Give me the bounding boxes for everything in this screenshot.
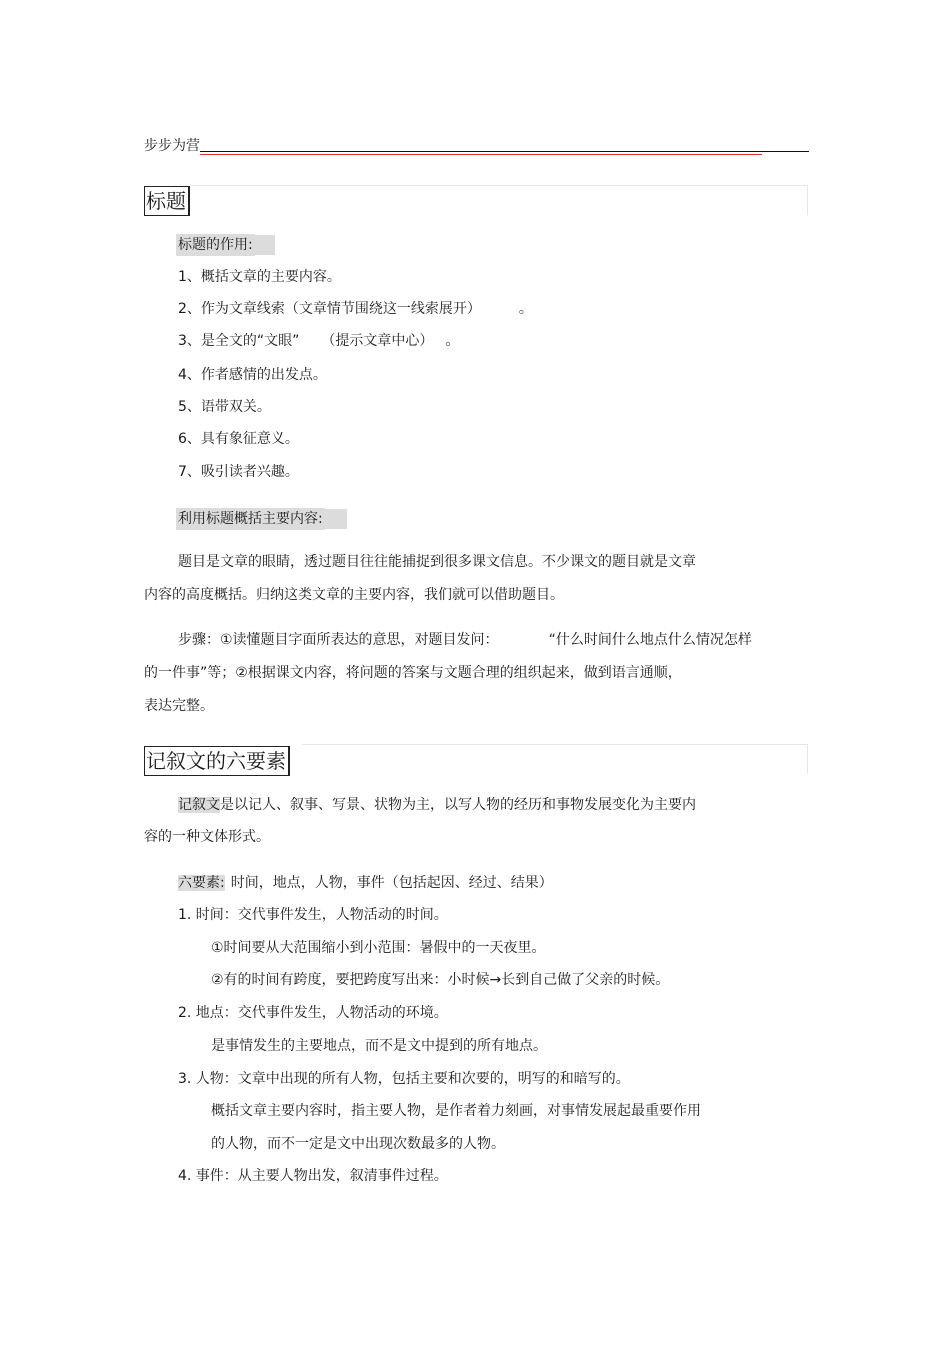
- list-item-mid: （提示文章中心）: [321, 333, 434, 349]
- six-elements-line: [178, 873, 553, 893]
- list-item: 5、语带双关。: [178, 399, 271, 415]
- section-divider-tick: [807, 744, 808, 774]
- list-item: 4. 事件：从主要人物出发，叙清事件过程。: [178, 1168, 448, 1184]
- header-text: 步步为营: [144, 138, 200, 154]
- list-item: 1、概括文章的主要内容。: [178, 269, 341, 285]
- list-item: 7、吸引读者兴趣。: [178, 464, 299, 480]
- role-label-text: 标题的作用:: [176, 234, 255, 256]
- paragraph-line: 题目是文章的眼睛，透过题目往往能捕捉到很多课文信息。不少课文的题目就是文章: [178, 554, 696, 570]
- steps-text-a: 步骤：①读懂题目字面所表达的意思，对题目发问：: [178, 632, 499, 648]
- list-item: ②有的时间有跨度，要把跨度写出来：小时候→长到自己做了父亲的时候。: [211, 972, 670, 988]
- summary-label-text: 利用标题概括主要内容:: [176, 508, 325, 530]
- section-divider: [302, 744, 807, 745]
- list-item: 是事情发生的主要地点，而不是文中提到的所有地点。: [211, 1038, 547, 1054]
- list-item: 4、作者感情的出发点。: [178, 367, 327, 383]
- list-item: [178, 299, 533, 319]
- list-item: 1. 时间：交代事件发生，人物活动的时间。: [178, 907, 448, 923]
- section-divider-tick: [807, 185, 808, 215]
- steps-text-b: “什么时间什么地点什么情况怎样: [548, 632, 752, 648]
- list-item: 2. 地点：交代事件发生，人物活动的环境。: [178, 1005, 448, 1021]
- paragraph-line: [178, 630, 752, 650]
- paragraph-line: 容的一种文体形式。: [144, 829, 270, 845]
- list-item-text: 2、作为文章线索（文章情节围绕这一线索展开）: [178, 301, 481, 317]
- list-item: [178, 331, 459, 351]
- list-item: ①时间要从大范围缩小到小范围：暑假中的一天夜里。: [211, 940, 546, 956]
- paragraph-line: [178, 795, 696, 815]
- def-text: 是以记人、叙事、写景、状物为主，以写人物的经历和事物发展变化为主要内: [220, 797, 696, 813]
- section-heading-narrative: 记叙文的六要素: [144, 746, 290, 776]
- list-item: 3. 人物：文章中出现的所有人物，包括主要和次要的，明写的和暗写的。: [178, 1071, 630, 1087]
- header-rule-red: [200, 154, 762, 155]
- list-item: 的人物，而不一定是文中出现次数最多的人物。: [211, 1136, 505, 1152]
- section-heading-title: 标题: [144, 186, 190, 216]
- paragraph-line: 内容的高度概括。归纳这类文章的主要内容，我们就可以借助题目。: [144, 587, 564, 603]
- def-term: 记叙文: [178, 797, 220, 813]
- section-divider: [190, 185, 807, 186]
- header-rule: [200, 151, 809, 152]
- six-text: 时间，地点，人物，事件（包括起因、经过、结果）: [230, 875, 553, 891]
- list-item: 概括文章主要内容时，指主要人物，是作者着力刻画，对事情发展起最重要作用: [211, 1103, 701, 1119]
- list-item-tail: 。: [518, 301, 533, 317]
- six-label: 六要素:: [178, 875, 225, 891]
- list-item-text: 3、是全文的“文眼”: [178, 333, 300, 349]
- paragraph-line: 表达完整。: [144, 698, 214, 714]
- paragraph-line: 的一件事”等；②根据课文内容，将问题的答案与文题合理的组织起来，做到语言通顺，: [144, 665, 682, 681]
- list-item-tail: 。: [445, 333, 460, 349]
- role-label: [176, 234, 275, 256]
- summary-label: [176, 508, 347, 530]
- list-item: 6、具有象征意义。: [178, 431, 299, 447]
